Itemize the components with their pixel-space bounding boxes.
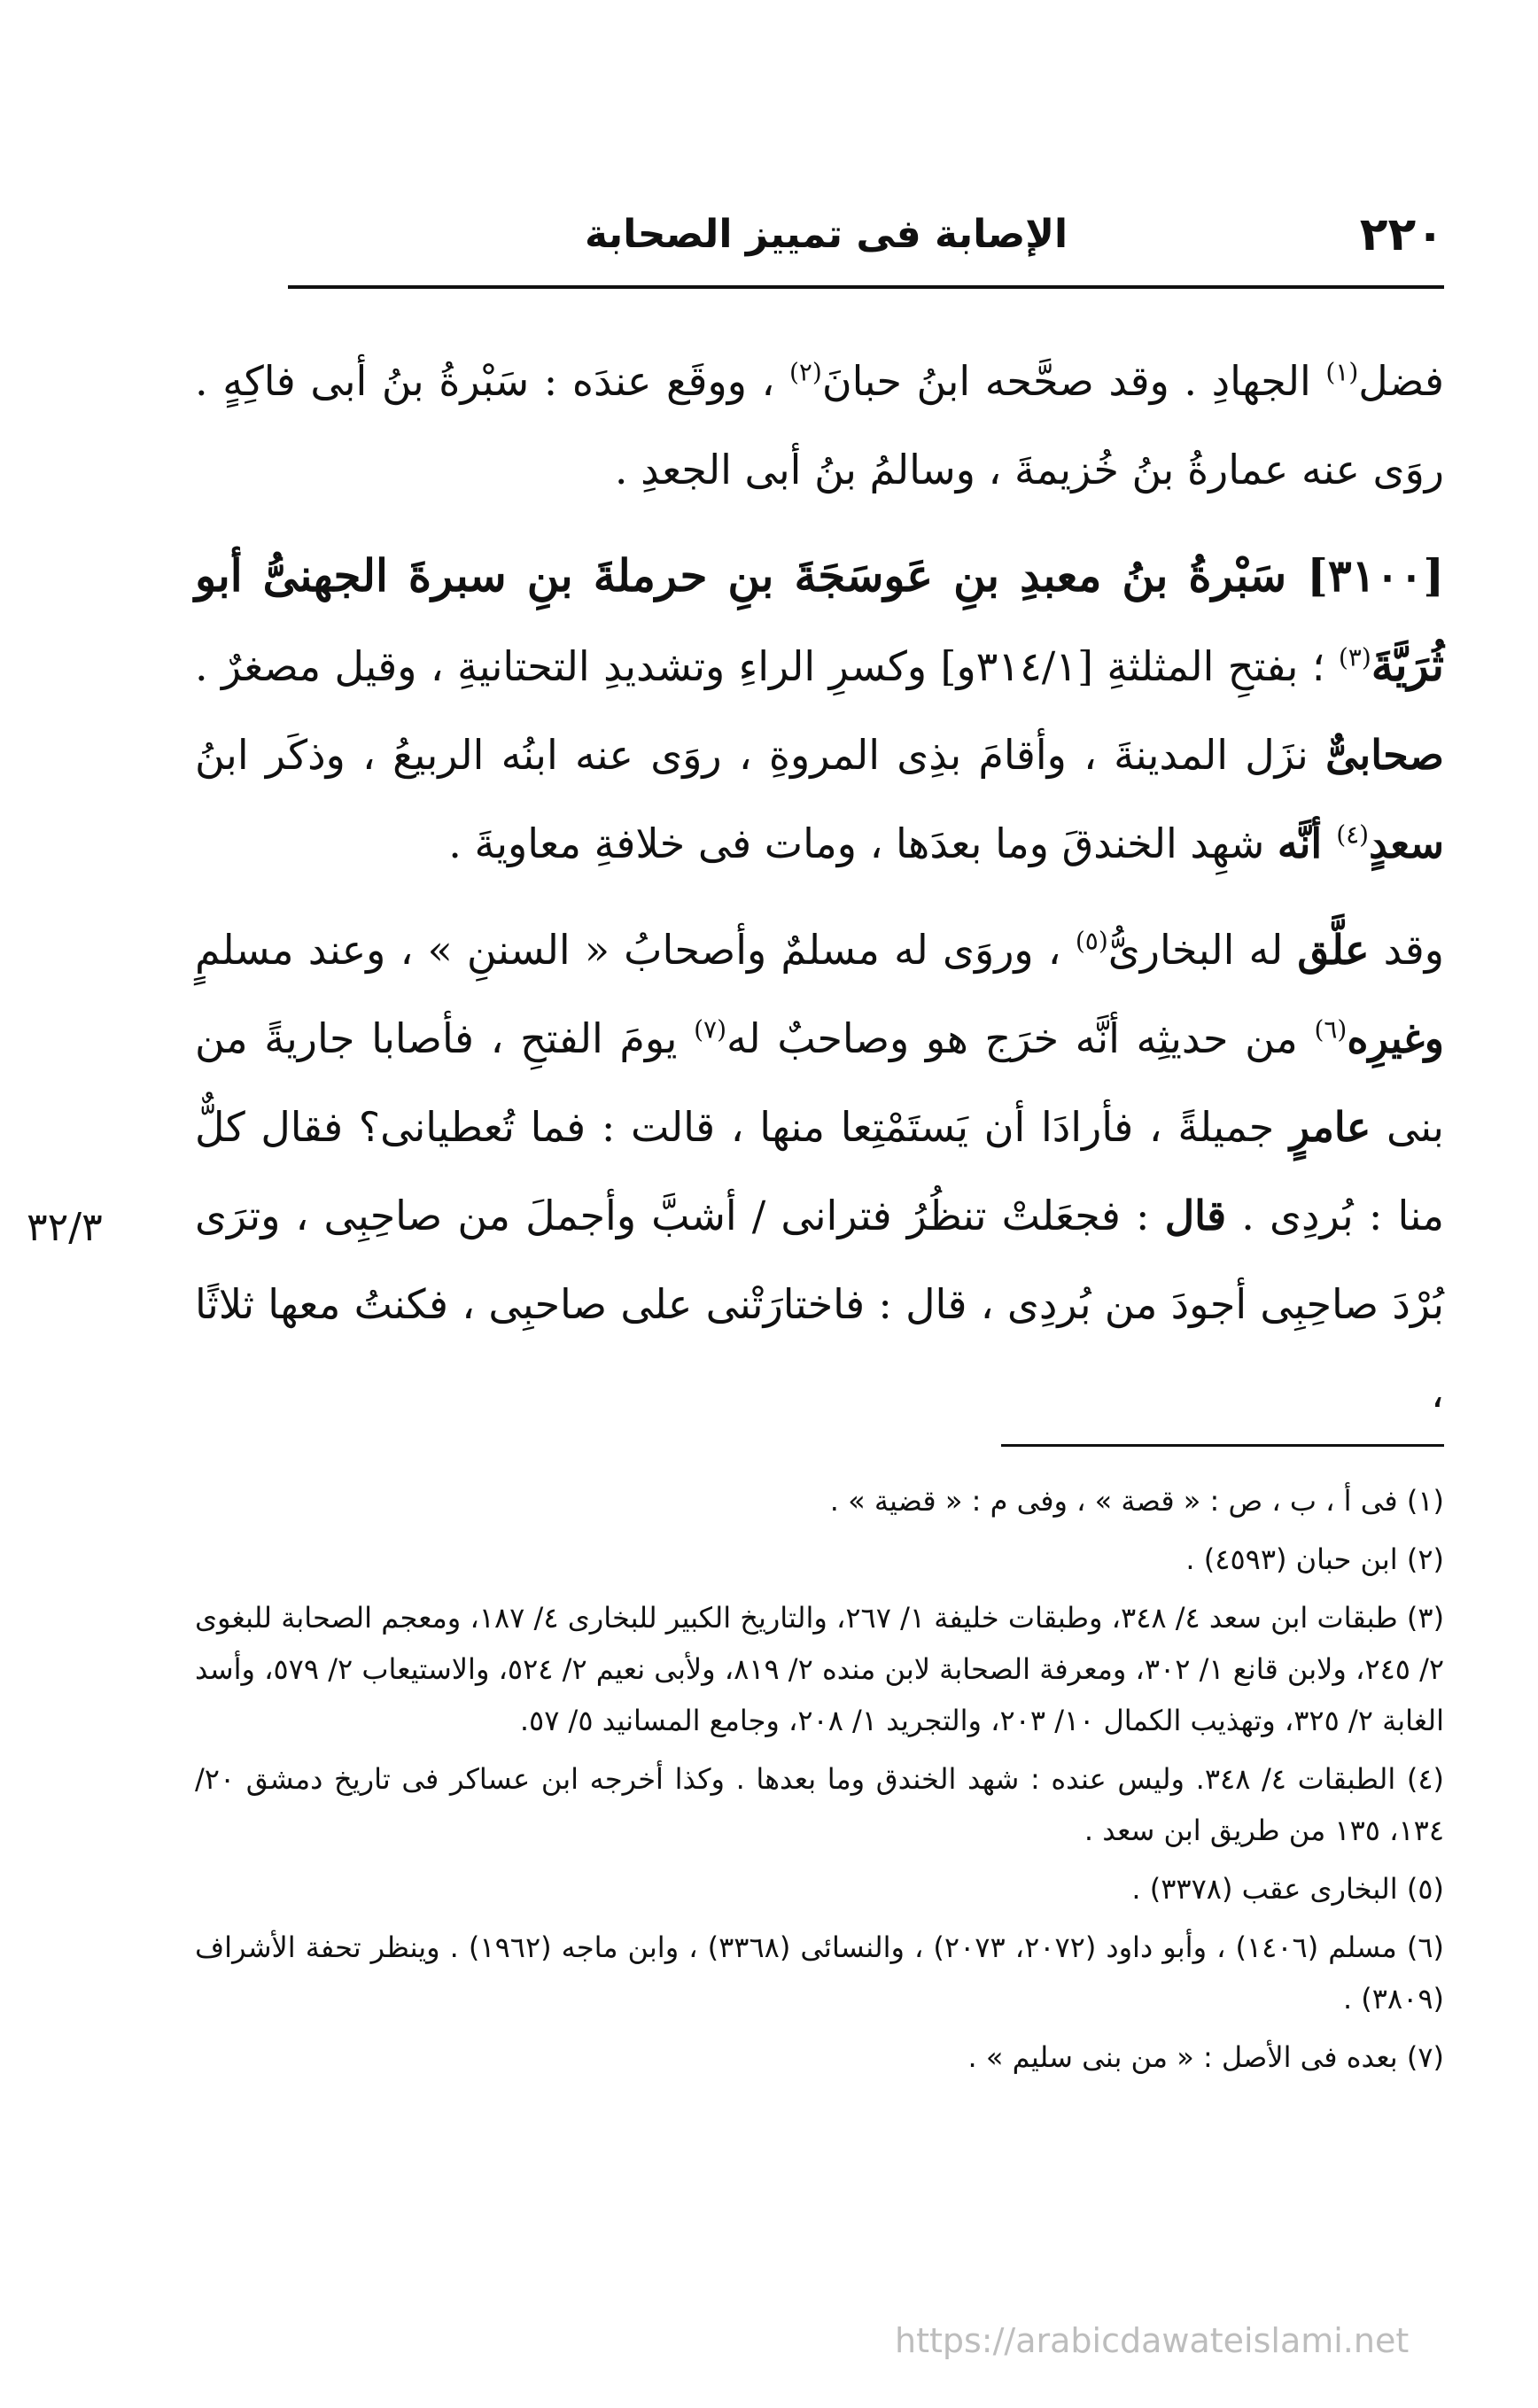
text-run: يومَ الفتحِ ، فأصابا جاريةً من بنى	[195, 1014, 1444, 1151]
paragraph-1	[195, 337, 1444, 514]
footnote-ref: (٧)	[694, 1014, 726, 1045]
text-run: شهِد الخندقَ وما بعدَها ، ومات فى خلافةِ معاويةَ .	[448, 819, 1278, 867]
footnote-1: (١) فى أ ، ب ، ص : « قصة » ، وفى م : « قضية » .	[829, 1484, 1444, 1518]
header-rule	[288, 285, 1444, 289]
footnote-rule	[1001, 1444, 1444, 1447]
entry-heading: [٣١٠٠] سَبْرةُ بنُ معبدِ بنِ عَوسَجَةَ بنِ حرملةَ بنِ سبرةَ الجهنىُّ أبو ثُرَيَّةَ	[195, 549, 1444, 691]
text-run: جميلةً ، فأرادَا أن يَستَمْتِعا منها ، قالت : فما تُعطيانى؟ فقال كلٌّ منا : بُردِى .	[195, 1103, 1444, 1239]
running-title: الإصابة فى تمييز الصحابة	[585, 212, 1068, 257]
text-run: وقد	[1369, 926, 1444, 974]
footnote-ref: (٢)	[788, 357, 822, 387]
footnote-ref: (١)	[1325, 357, 1359, 387]
text-run: نزَل المدينةَ ، وأقامَ بذِى المروةِ ، روَى عنه ابنُه الربيعُ ، وذكَر ابنُ	[195, 731, 1326, 779]
paragraph-entry	[195, 532, 1444, 888]
footnote-ref: (٤)	[1336, 819, 1370, 850]
text-run-bold: وغيرِه	[1347, 1014, 1444, 1062]
footnote-2: (٢) ابن حبان (٤٥٩٣) .	[1185, 1542, 1444, 1576]
text-run: ، وروَى له مسلمٌ وأصحابُ « السننِ » ، وعند مسلمٍ	[195, 926, 1076, 974]
footnote-ref: (٣)	[1338, 642, 1371, 672]
text-run: من حديثِه أنَّه خرَج هو وصاحبٌ له	[726, 1014, 1315, 1062]
margin-volume-page-note: ٣٢/٣	[27, 1205, 103, 1250]
footnote-ref: (٥)	[1075, 926, 1108, 956]
text-run: ، ووقَع عندَه : سَبْرةُ بنُ أبى فاكِهٍ . روَى عنه عمارةُ بنُ خُزيمةَ ، وسالمُ بنُ أبى الجعدِ .	[195, 357, 1444, 493]
footnote-4: (٤) الطبقات ٤/ ٣٤٨. وليس عنده : شهد الخندق وما بعدها . وكذا أخرجه ابن عساكر فى تاريخ دمشق ٢٠/ ١٣٤، ١٣٥ من طريق ابن سعد .	[195, 1762, 1445, 1847]
main-text	[195, 337, 1444, 1437]
watermark-url: https://arabicdawateislami.net	[895, 2321, 1410, 2360]
text-run: له البخارىُّ	[1107, 926, 1298, 974]
text-run-bold: سعدٍ	[1369, 819, 1444, 867]
text-run-bold: عامرٍ	[1289, 1103, 1371, 1151]
text-run: ؛ بفتحِ المثلثةِ [٣١٤/١و] وكسرِ الراءِ وتشديدِ التحتانيةِ ، وقيل مصغرٌ .	[195, 642, 1339, 690]
paragraph-3	[195, 905, 1444, 1437]
footnotes	[195, 1475, 1444, 2090]
footnote-6: (٦) مسلم (١٤٠٦) ، وأبو داود (٢٠٧٢، ٢٠٧٣) ، والنسائى (٣٣٦٨) ، وابن ماجه (١٩٦٢) . وينظر تحفة الأشراف (٣٨٠٩) .	[195, 1930, 1445, 2016]
footnote-5: (٥) البخارى عقب (٣٣٧٨) .	[1131, 1872, 1444, 1906]
footnote-3: (٣) طبقات ابن سعد ٤/ ٣٤٨، وطبقات خليفة ١/ ٢٦٧، والتاريخ الكبير للبخارى ٤/ ١٨٧، ومعجم الصحابة للبغوى ٢/ ٢٤٥، ولابن قانع ١/ ٣٠٢، ومعرفة الصحابة لابن منده ٢/ ٨١٩، ولأبى نعيم ٢/ ٥٢٤، والاستيعاب ٢/ ٥٧٩، وأسد الغابة ٢/ ٣٢٥، وتهذيب الكمال ١٠/ ٢٠٣، والتجريد ١/ ٢٠٨، وجامع المسانيد ٥/ ٥٧.	[195, 1601, 1445, 1737]
text-run: الجهادِ . وقد صحَّحه ابنُ حبانَ	[821, 357, 1326, 405]
page-number: ٢٢٠	[1359, 208, 1444, 261]
text-run-bold: أنَّه	[1277, 819, 1337, 867]
text-run-bold: علَّق	[1297, 926, 1370, 974]
text-run: : فجعَلتْ تنظُرُ فترانى / أشبَّ وأجملَ من صاحِبِى ، وترَى بُرْدَ صاحِبِى أجودَ من بُردِى ، قال : فاختارَتْنى على صاحبِى ، فكنتُ معها ثلاثًا ،	[195, 1192, 1444, 1417]
text-run: فضل	[1358, 357, 1444, 405]
footnote-7: (٧) بعده فى الأصل : « من بنى سليم » .	[967, 2040, 1444, 2074]
text-run-bold: صحابىٌّ	[1325, 731, 1444, 779]
text-run-bold: قال	[1164, 1192, 1227, 1239]
page-header	[292, 208, 1444, 270]
footnote-ref: (٦)	[1314, 1014, 1348, 1045]
